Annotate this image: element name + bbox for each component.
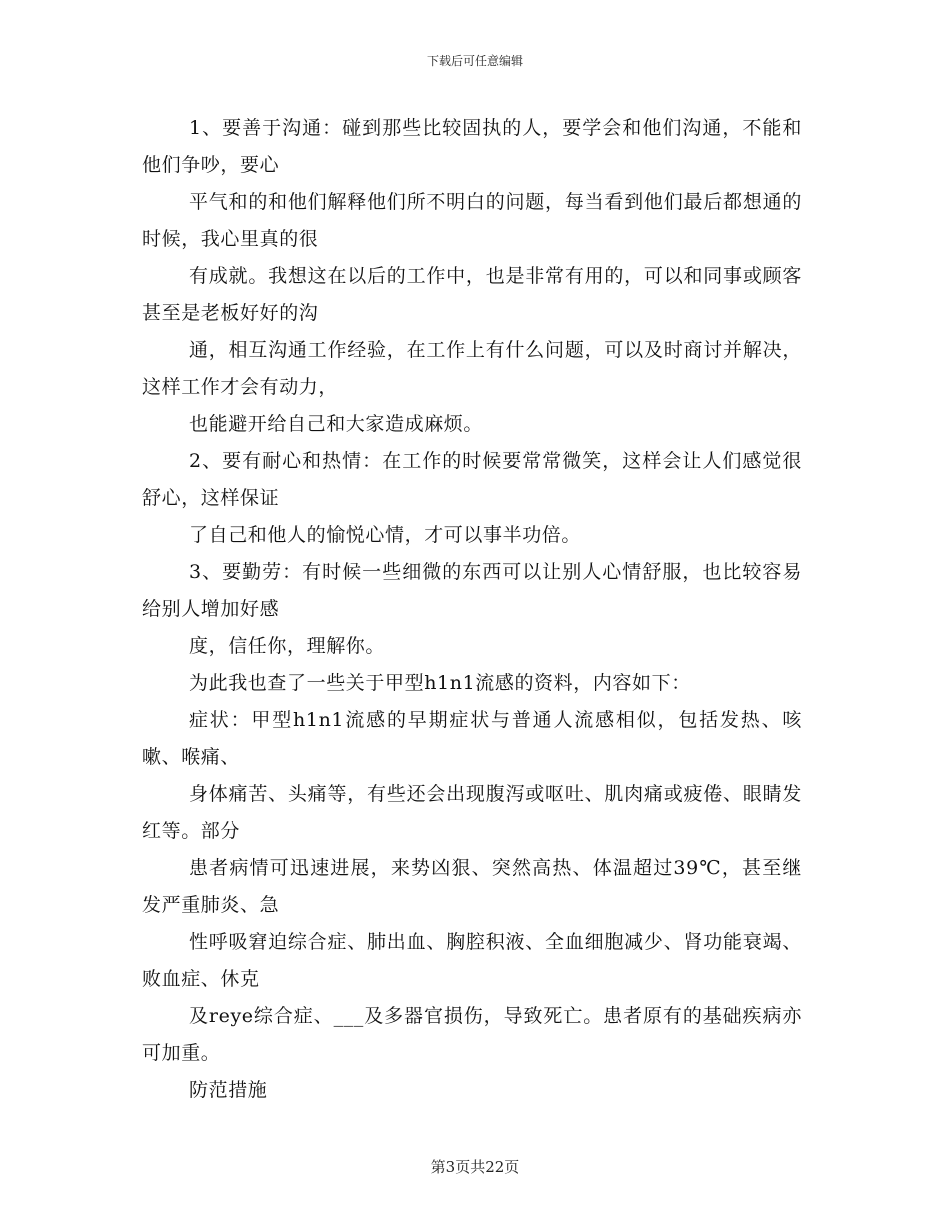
paragraph: 为此我也查了一些关于甲型h1n1流感的资料，内容如下： <box>189 672 691 694</box>
paragraph: 患者病情可迅速进展，来势凶狠、突然高热、体温超过39℃，甚至继发严重肺炎、急 <box>142 857 802 916</box>
paragraph: 性呼吸窘迫综合症、肺出血、胸腔积液、全血细胞减少、肾功能衰竭、败血症、休克 <box>142 931 802 990</box>
paragraph: 防范措施 <box>189 1079 268 1101</box>
paragraph: 也能避开给自己和大家造成麻烦。 <box>189 413 484 435</box>
paragraph: 2、要有耐心和热情：在工作的时候要常常微笑，这样会让人们感觉很舒心，这样保证 <box>142 450 802 509</box>
paragraph: 了自己和他人的愉悦心情，才可以事半功倍。 <box>189 524 582 546</box>
paragraph: 症状：甲型h1n1流感的早期症状与普通人流感相似，包括发热、咳嗽、喉痛、 <box>142 709 802 768</box>
paragraph: 通，相互沟通工作经验，在工作上有什么问题，可以及时商讨并解决，这样工作才会有动力， <box>142 339 802 398</box>
paragraph: 身体痛苦、头痛等，有些还会出现腹泻或呕吐、肌肉痛或疲倦、眼睛发红等。部分 <box>142 783 802 842</box>
paragraph: 平气和的和他们解释他们所不明白的问题，每当看到他们最后都想通的时候，我心里真的很 <box>142 191 802 250</box>
paragraph: 及reye综合症、___及多器官损伤，导致死亡。患者原有的基础疾病亦可加重。 <box>142 1005 802 1064</box>
page-footer: 第3页共22页 <box>430 1158 520 1176</box>
page-header: 下载后可任意编辑 <box>426 54 523 68</box>
document-body <box>142 110 802 1109</box>
paragraph: 3、要勤劳：有时候一些细微的东西可以让别人心情舒服，也比较容易给别人增加好感 <box>142 561 802 620</box>
paragraph: 度，信任你，理解你。 <box>189 635 386 657</box>
paragraph: 1、要善于沟通：碰到那些比较固执的人，要学会和他们沟通，不能和他们争吵，要心 <box>142 117 802 176</box>
paragraph: 有成就。我想这在以后的工作中，也是非常有用的，可以和同事或顾客甚至是老板好好的沟 <box>142 265 802 324</box>
